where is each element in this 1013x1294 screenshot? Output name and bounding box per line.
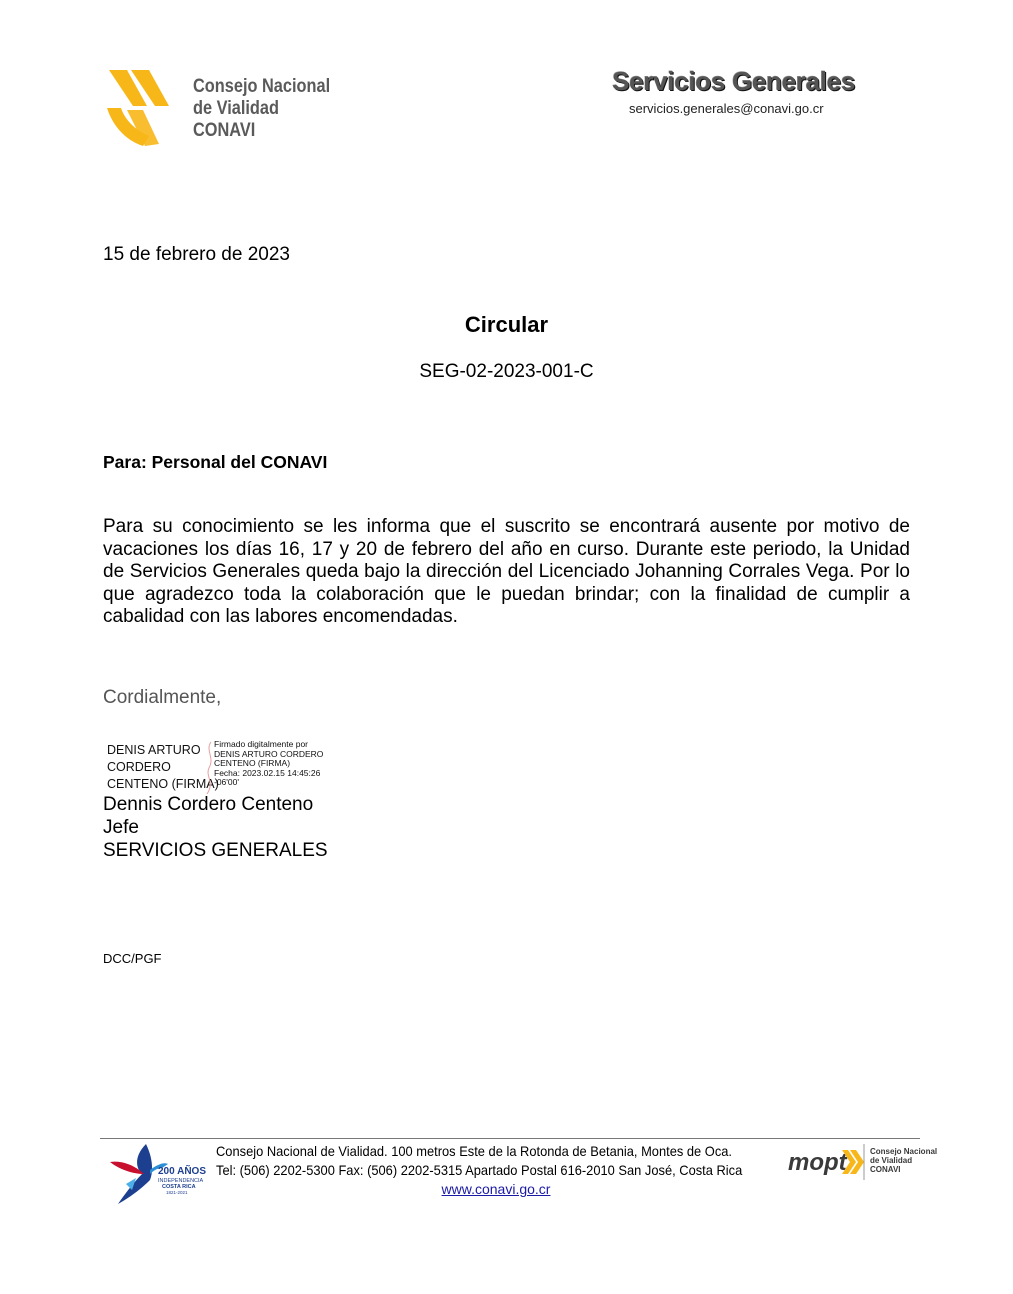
signature-name-line-2: CORDERO xyxy=(107,760,171,774)
body-paragraph: Para su conocimiento se les informa que el suscrito se encontrará ausente por motivo de vacaciones los días 16, 17 y 20 de febrero del año en curso. Durante este periodo, la Unidad de Servicios Generales queda bajo la dirección del Licenciado Johanning Corrales Vega. Por lo que agradezco toda la colaboración que le puedan brindar; con la finalidad de cumplir a cabalidad con las labores encomendadas. xyxy=(103,516,910,627)
conavi-logo xyxy=(103,66,343,150)
logo-wordmark xyxy=(193,76,352,142)
mopt-conavi-logo xyxy=(786,1140,938,1184)
logo-line-3: CONAVI xyxy=(193,120,256,141)
mopt-label: mopt xyxy=(788,1149,847,1176)
conavi-small-line-1: Consejo Nacional xyxy=(870,1147,938,1156)
signer-name: Dennis Cordero Centeno xyxy=(103,794,314,815)
logo-line-1: Consejo Nacional xyxy=(193,76,331,97)
anniversary-line-3: COSTA RICA xyxy=(162,1184,196,1190)
signer-position: Jefe xyxy=(103,817,139,838)
signature-detail-5: -06'00' xyxy=(214,777,239,787)
footer-divider xyxy=(100,1138,920,1139)
signature-detail-3: CENTENO (FIRMA) xyxy=(214,758,291,768)
signature-detail-1: Firmado digitalmente por xyxy=(214,739,309,749)
reference-initials: DCC/PGF xyxy=(103,951,162,966)
signer-unit: SERVICIOS GENERALES xyxy=(103,840,328,861)
digital-signature xyxy=(103,740,343,796)
signature-name-line-1: DENIS ARTURO xyxy=(107,743,201,757)
bicentennial-logo xyxy=(106,1140,210,1206)
conavi-chevron-icon xyxy=(103,66,187,150)
signer-block xyxy=(103,793,328,862)
footer-contact xyxy=(216,1142,776,1199)
footer-phones: Tel: (506) 2202-5300 Fax: (506) 2202-5315 Apartado Postal 616-2010 San José, Costa Rica xyxy=(216,1162,743,1178)
signature-detail-4: Fecha: 2023.02.15 14:45:26 xyxy=(214,767,321,778)
hummingbird-icon xyxy=(106,1140,210,1206)
closing-text: Cordialmente, xyxy=(103,687,222,708)
signature-detail-2: DENIS ARTURO CORDERO xyxy=(214,748,324,759)
footer-address: Consejo Nacional de Vialidad. 100 metros Este de la Rotonda de Betania, Montes de Oca. xyxy=(216,1143,733,1159)
department-title: Servicios Generales xyxy=(612,66,855,96)
document-code: SEG-02-2023-001-C xyxy=(419,361,594,382)
mopt-logo-icon xyxy=(786,1140,938,1184)
footer-website-link[interactable]: www.conavi.go.cr xyxy=(441,1181,551,1197)
recipient-line: Para: Personal del CONAVI xyxy=(103,452,328,472)
signature-name-line-3: CENTENO (FIRMA) xyxy=(107,777,219,791)
anniversary-line-2: INDEPENDENCIA xyxy=(158,1178,204,1184)
department-email[interactable]: servicios.generales@conavi.go.cr xyxy=(629,101,824,116)
conavi-small-line-2: de Vialidad xyxy=(870,1156,913,1165)
logo-line-2: de Vialidad xyxy=(193,98,279,119)
conavi-small-line-3: CONAVI xyxy=(870,1165,901,1174)
signature-details xyxy=(214,740,323,788)
anniversary-line-1: 200 AÑOS xyxy=(158,1166,206,1177)
document-date: 15 de febrero de 2023 xyxy=(103,244,290,265)
document-title: Circular xyxy=(464,312,549,337)
anniversary-line-4: 1821-2021 xyxy=(166,1190,188,1195)
